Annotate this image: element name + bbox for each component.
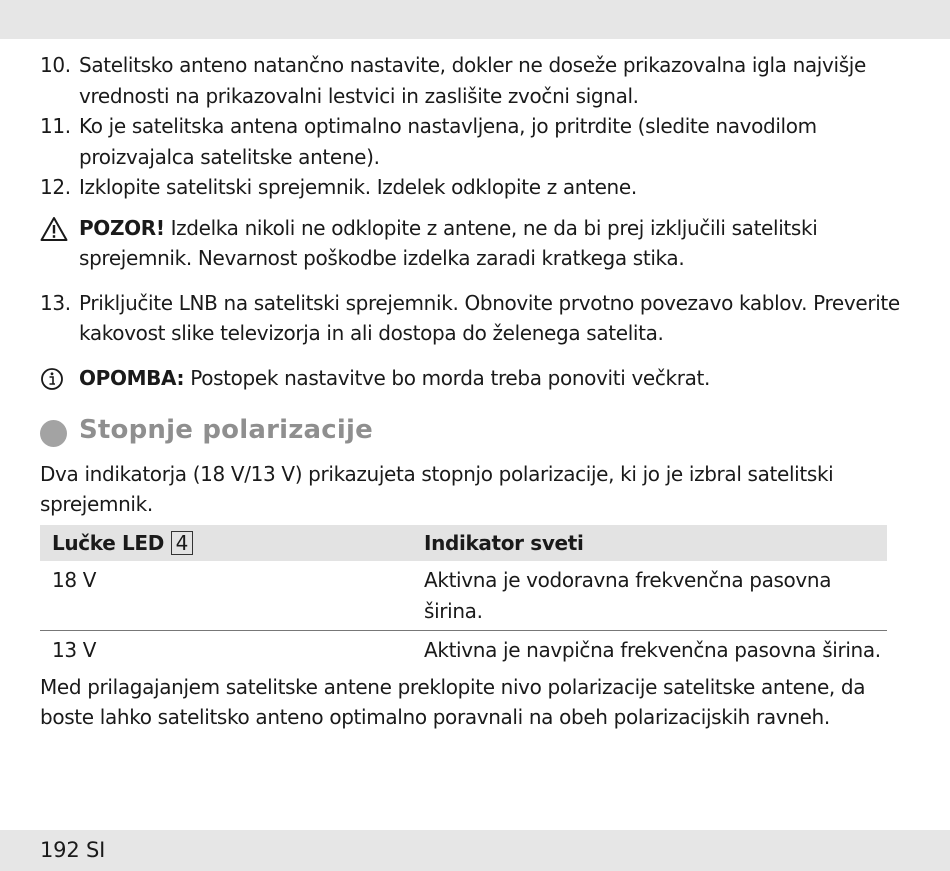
section-title: Stopnje polarizacije [79, 415, 373, 445]
step-number: 12. [40, 175, 71, 199]
step-text: Izklopite satelitski sprejemnik. Izdelek odklopite z antene. [79, 175, 637, 199]
description-cell: Aktivna je vodoravna frekvenčna pasovna širina. [424, 561, 887, 631]
section-intro: Dva indikatorja (18 V/13 V) prikazujeta stopnjo polarizacije, ki jo je izbral satelitski sprejemnik. [40, 462, 834, 516]
section-outro: Med prilagajanjem satelitske antene preklopite nivo polarizacije satelitske antene, da boste lahko satelitsko anteno optimalno poravnali na obeh polarizacijskih ravneh. [40, 674, 866, 729]
step-number: 10. [40, 53, 71, 77]
step-number: 11. [40, 114, 71, 138]
warning-notice [40, 213, 900, 274]
footer-band [0, 830, 950, 871]
warning-text: Izdelka nikoli ne odklopite z antene, ne da bi prej izključili satelitski sprejemnik. Nevarnost poškodbe izdelka zaradi kratkega stika. [79, 215, 818, 270]
page-content [40, 50, 900, 733]
table-header-indicator: Indikator sveti [424, 525, 887, 561]
warning-label: POZOR! [79, 215, 165, 240]
table-row [40, 561, 887, 631]
list-item [40, 288, 900, 349]
description-cell: Aktivna je navpična frekvenčna pasovna širina. [424, 638, 881, 662]
warning-triangle-icon [40, 216, 68, 242]
part-reference: 4 [171, 531, 193, 555]
note-notice [40, 363, 900, 394]
note-text: Postopek nastavitve bo morda treba ponoviti večkrat. [184, 365, 711, 390]
voltage-cell: 13 V [52, 638, 97, 662]
step-text: Priključite LNB na satelitski sprejemnik. Obnovite prvotno povezavo kablov. Preverite kakovost slike televizorja in ali dostopa do želenega satelita. [79, 290, 900, 345]
step-text: Ko je satelitska antena optimalno nastavljena, jo pritrdite (sledite navodilom proizvajalca satelitske antene). [79, 114, 817, 169]
page-number: 192 SI [40, 838, 106, 862]
list-item [40, 50, 900, 111]
info-circle-icon [40, 366, 68, 392]
step-number: 13. [40, 290, 71, 315]
table-row [40, 631, 887, 670]
section-heading [40, 415, 900, 449]
voltage-cell: 18 V [40, 561, 424, 631]
led-table [40, 525, 887, 670]
header-band [0, 0, 950, 39]
table-header-leds: Lučke LED 4 [40, 525, 424, 561]
bullet-dot-icon [40, 420, 67, 447]
list-item [40, 111, 900, 172]
step-text: Satelitsko anteno natančno nastavite, dokler ne doseže prikazovalna igla najvišje vrednosti na prikazovalni lestvici in zaslišite zvočni signal. [79, 53, 866, 108]
list-item [40, 172, 900, 203]
note-label: OPOMBA: [79, 365, 185, 390]
